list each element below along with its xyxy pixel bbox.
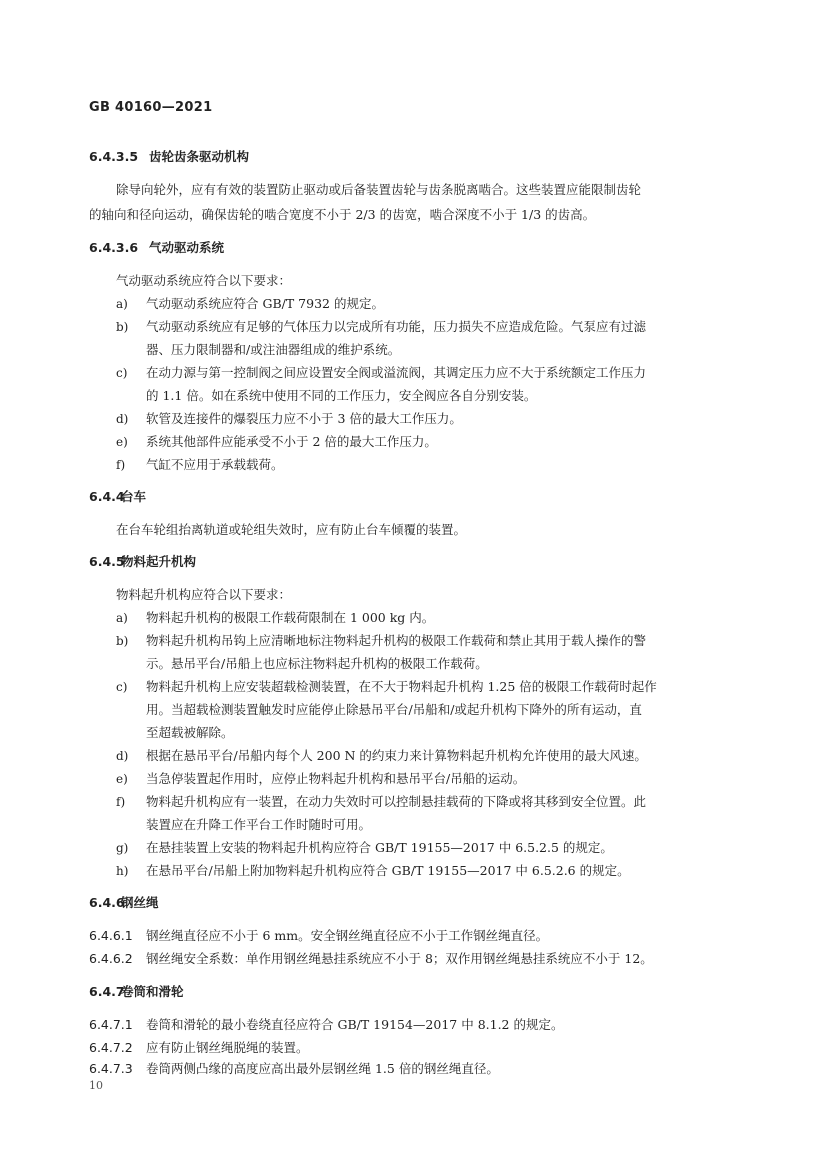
clause-line: 6.4.7.1 卷筒和滑轮的最小卷绕直径应符合 GB/T 19154—2017 中 8.1.2 的规定。: [89, 1017, 564, 1032]
list-label: b): [116, 634, 129, 648]
section-heading-6436: 6.4.3.6 气动驱动系统: [89, 240, 225, 255]
list-item: 物料起升机构上应安装超载检测装置，在不大于物料起升机构 1.25 倍的极限工作载荷时起作: [146, 679, 657, 694]
section-heading-645: 6.4.5物料起升机构: [89, 554, 197, 569]
list-label: d): [116, 412, 129, 426]
list-item: 系统其他部件应能承受不小于 2 倍的最大工作压力。: [146, 434, 437, 449]
list-label: b): [116, 320, 129, 334]
list-item: 在悬挂装置上安装的物料起升机构应符合 GB/T 19155—2017 中 6.5.2.5 的规定。: [146, 840, 613, 855]
standard-id: GB 40160—2021: [89, 100, 213, 115]
list-label: c): [116, 680, 128, 694]
list-item: 软管及连接件的爆裂压力应不小于 3 倍的最大工作压力。: [146, 411, 462, 426]
section-heading-646: 6.4.6钢丝绳: [89, 895, 159, 910]
list-intro: 物料起升机构应符合以下要求：: [116, 587, 292, 602]
list-item: 气缸不应用于承载载荷。: [146, 457, 284, 472]
list-label: e): [116, 772, 128, 786]
list-item-cont: 装置应在升降工作平台工作时随时可用。: [146, 817, 372, 832]
list-label: a): [116, 611, 128, 625]
paragraph-line: 除导向轮外，应有有效的装置防止驱动或后备装置齿轮与齿条脱离啮合。这些装置应能限制齿轮: [116, 182, 642, 197]
section-heading-644: 6.4.4台车: [89, 489, 147, 504]
list-item: 物料起升机构的极限工作载荷限制在 1 000 kg 内。: [146, 610, 435, 625]
list-item-cont: 用。当超载检测装置触发时应能停止除悬吊平台/吊船和/或起升机构下降外的所有运动，直: [146, 702, 642, 717]
list-label: a): [116, 297, 128, 311]
clause-line: 6.4.6.2 钢丝绳安全系数：单作用钢丝绳悬挂系统应不小于 8；双作用钢丝绳悬挂系统应不小于 12。: [89, 951, 653, 966]
list-label: c): [116, 366, 128, 380]
list-item-cont: 器、压力限制器和/或注油器组成的维护系统。: [146, 342, 401, 357]
list-item: 物料起升机构吊钩上应清晰地标注物料起升机构的极限工作载荷和禁止其用于载人操作的警: [146, 633, 647, 648]
list-item: 物料起升机构应有一装置，在动力失效时可以控制悬挂载荷的下降或将其移到安全位置。此: [146, 794, 647, 809]
clause-line: 6.4.7.3 卷筒两侧凸缘的高度应高出最外层钢丝绳 1.5 倍的钢丝绳直径。: [89, 1061, 499, 1076]
list-label: e): [116, 435, 128, 449]
list-label: d): [116, 749, 129, 763]
list-item-cont: 的 1.1 倍。如在系统中使用不同的工作压力，安全阀应各自分别安装。: [146, 388, 537, 403]
list-label: f): [116, 458, 126, 472]
page-number: 10: [89, 1079, 103, 1092]
paragraph-line: 的轴向和径向运动，确保齿轮的啮合宽度不小于 2/3 的齿宽，啮合深度不小于 1/3 的齿高。: [89, 207, 596, 222]
list-label: g): [116, 841, 129, 855]
clause-line: 6.4.6.1 钢丝绳直径应不小于 6 mm。安全钢丝绳直径应不小于工作钢丝绳直径。: [89, 928, 549, 943]
list-item: 气动驱动系统应符合 GB/T 7932 的规定。: [146, 296, 384, 311]
section-heading-6435: 6.4.3.5 齿轮齿条驱动机构: [89, 149, 250, 164]
section-heading-647: 6.4.7卷筒和滑轮: [89, 984, 184, 999]
paragraph-line: 在台车轮组抬离轨道或轮组失效时，应有防止台车倾覆的装置。: [116, 522, 467, 537]
list-item: 当急停装置起作用时，应停止物料起升机构和悬吊平台/吊船的运动。: [146, 771, 526, 786]
clause-line: 6.4.7.2 应有防止钢丝绳脱绳的装置。: [89, 1040, 309, 1055]
list-item: 在动力源与第一控制阀之间应设置安全阀或溢流阀，其调定压力应不大于系统额定工作压力: [146, 365, 647, 380]
list-item-cont: 至超载被解除。: [146, 725, 234, 740]
list-item: 气动驱动系统应有足够的气体压力以完成所有功能，压力损失不应造成危险。气泵应有过滤: [146, 319, 647, 334]
list-label: f): [116, 795, 126, 809]
list-item: 在悬吊平台/吊船上附加物料起升机构应符合 GB/T 19155—2017 中 6.5.2.6 的规定。: [146, 863, 630, 878]
list-item: 根据在悬吊平台/吊船内每个人 200 N 的约束力来计算物料起升机构允许使用的最大风速。: [146, 748, 647, 763]
list-label: h): [116, 864, 129, 878]
list-intro: 气动驱动系统应符合以下要求：: [116, 273, 292, 288]
list-item-cont: 示。悬吊平台/吊船上也应标注物料起升机构的极限工作载荷。: [146, 656, 488, 671]
